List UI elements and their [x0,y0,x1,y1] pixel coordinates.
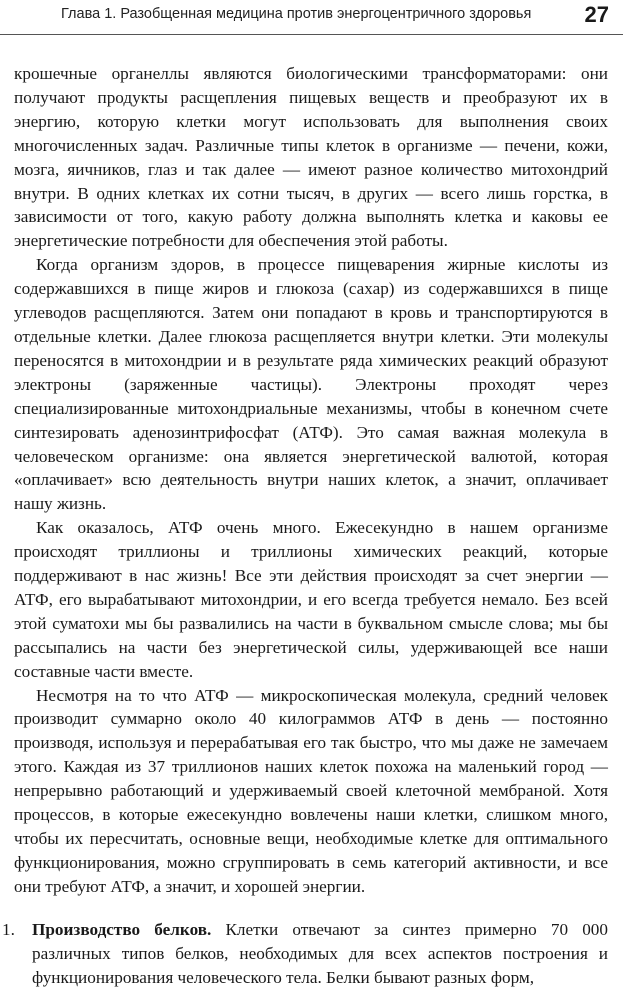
running-header [0,0,623,38]
numbered-list [0,918,608,990]
paragraph: Когда организм здоров, в процессе пищеварения жирные кислоты из содержавшихся в пище жиров и глюкоза (сахар) из содержавшихся в пище углеводов расщепляются. Затем они попадают в кровь и транспортируются в отдельные клетки. Далее глюкоза расщепляется внутри клетки. Эти молекулы переносятся в митохондрии и в результате ряда химических реакций образуют электроны (заряженные частицы). Электроны проходят через специализированные митохондриальные механизмы, чтобы в конечном счете синтезировать аденозинтрифосфат (АТФ). Это самая важная молекула в человеческом организме: она является энергетической валютой, которая «оплачивает» всю деятельность внутри наших клеток, а значит, оплачивает нашу жизнь. [14,255,608,514]
paragraph: Несмотря на то что АТФ — микроскопическая молекула, средний человек производит суммарно около 40 килограммов АТФ в день — постоянно производя, используя и перерабатывая его так быстро, что мы даже не замечаем этого. Каждая из 37 триллионов наших клеток похожа на маленький город — непрерывно работающий и удерживаемый своей клеточной мембраной. Хотя процессов, в которые ежесекундно вовлечены наши клетки, слишком много, чтобы их пересчитать, основные вещи, необходимые клетке для оптимального функционирования, можно сгруппировать в семь категорий активности, и все они требуют АТФ, а значит, и хорошей энергии. [14,685,608,896]
body-text [14,62,608,899]
list-item [0,918,608,990]
list-item-text: Клетки отвечают за синтез примерно 70 000 различных типов белков, необходимых для всех аспектов построения и функционирования человеческого тела. Белки бывают разных форм, [32,920,608,987]
header-divider [0,34,623,35]
page-number: 27 [584,2,609,27]
paragraph: крошечные органеллы являются биологическими трансформаторами: они получают продукты расщепления пищевых веществ и преобразуют их в энергию, которую клетки могут использовать для выполнения своих многочисленных задач. Различные типы клеток в организме — печени, кожи, мозга, яичников, глаз и так далее — имеют разное количество митохондрий внутри. В одних клетках их сотни тысяч, в других — всего лишь горстка, в зависимости от того, какую работу должна выполнять клетка и каковы ее энергетические потребности для обеспечения этой работы. [14,64,608,251]
paragraph: Как оказалось, АТФ очень много. Ежесекундно в нашем организме происходят триллионы и триллионы химических реакций, которые поддерживают в нас жизнь! Все эти действия происходят за счет энергии — АТФ, его вырабатывают митохондрии, и его всегда требуется немало. Без всей этой суматохи мы бы развалились на части в буквальном смысле слова; мы бы рассыпались на части без энергетической силы, удерживающей все наши составные части вместе. [14,518,608,681]
chapter-title: Глава 1. Разобщенная медицина против энергоцентричного здоровья [61,6,532,22]
list-item-title: Производство белков. [32,920,212,939]
list-item-number: 1. [2,920,15,939]
